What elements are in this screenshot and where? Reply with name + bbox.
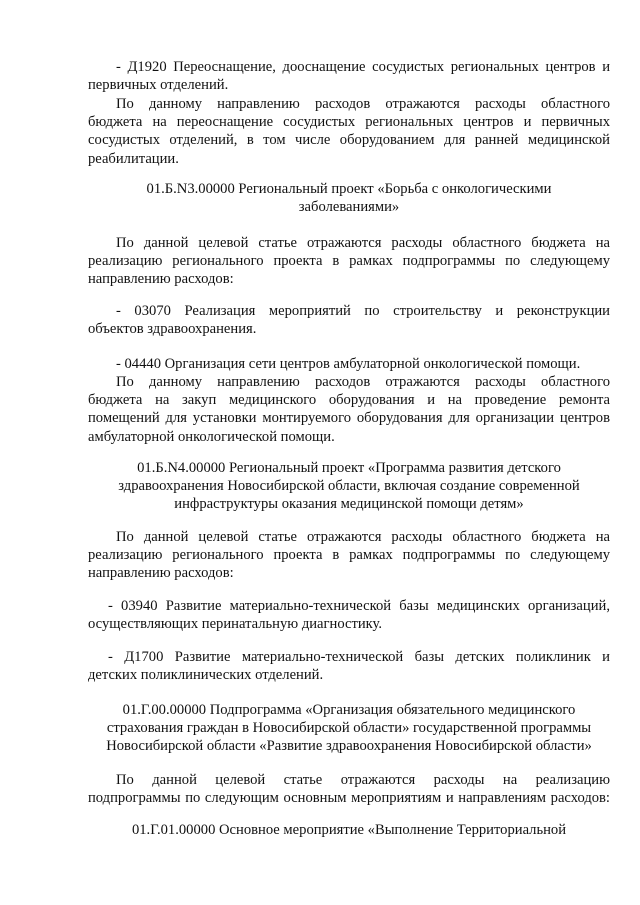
text-line: По данной целевой статье отражаются расходы областного бюджета на [116,235,610,251]
text-line: По данной целевой статье отражаются расходы областного бюджета на [116,529,610,545]
text-line: детских поликлинических отделений. [88,667,324,684]
text-line: По данному направлению расходов отражаются расходы областного [116,96,610,112]
text-line: реализацию регионального проекта в рамках подпрограммы по следующему [88,253,610,270]
text-line: осуществляющих перинатальную диагностику. [88,616,383,633]
section-heading-n3 [88,180,610,216]
heading-line: здравоохранения Новосибирской области, включая создание современной [118,478,580,495]
paragraph-n4-intro [88,528,610,583]
text-line: подпрограммы по следующим основным мероприятиям и направлениям расходов: [88,790,610,807]
paragraph-n3-intro [88,234,610,289]
text-line: амбулаторной онкологической помощи. [88,428,335,445]
paragraph-03070 [88,302,610,338]
text-line: направлению расходов: [88,271,234,288]
text-line: - 04440 Организация сети центров амбулаторной онкологической помощи. [116,356,581,372]
text-line: - Д1920 Переоснащение, дооснащение сосудистых региональных центров и [116,59,610,75]
text-line: первичных отделений. [88,77,229,94]
text-line: реабилитации. [88,150,179,167]
text-line: бюджета на переоснащение сосудистых региональных центров и первичных [88,114,610,131]
heading-line: 01.Г.00.00000 Подпрограмма «Организация обязательного медицинского [122,702,576,718]
section-heading-g00 [88,701,610,756]
text-line: помещений для установки монтируемого оборудования для организации центров [88,410,610,427]
paragraph-d1920 [88,58,610,94]
heading-line: страхования граждан в Новосибирской области» государственной программы [106,720,592,737]
section-heading-n4 [88,459,610,514]
paragraph-04440-description [88,373,610,446]
text-line: реализацию регионального проекта в рамках подпрограммы по следующему [88,547,610,564]
paragraph-g00-intro [88,771,610,807]
heading-line: 01.Г.01.00000 Основное мероприятие «Выполнение Территориальной [131,822,567,838]
text-line: направлению расходов: [88,565,234,582]
paragraph-d1920-description [88,95,610,168]
section-heading-g01 [88,821,610,839]
paragraph-03940 [88,597,610,633]
text-line: - 03070 Реализация мероприятий по строительству и реконструкции [116,303,610,319]
text-line: - Д1700 Развитие материально-технической базы детских поликлиник и [108,649,610,665]
heading-line: заболеваниями» [298,199,400,216]
text-line: объектов здравоохранения. [88,321,257,338]
text-line: По данному направлению расходов отражаются расходы областного [116,374,610,390]
paragraph-d1700 [88,648,610,684]
heading-line: Новосибирской области «Развитие здравоохранения Новосибирской области» [106,738,592,755]
text-line: - 03940 Развитие материально-технической базы медицинских организаций, [108,598,610,614]
paragraph-04440 [88,355,610,373]
heading-line: 01.Б.N3.00000 Региональный проект «Борьба с онкологическими [146,181,552,197]
heading-line: 01.Б.N4.00000 Региональный проект «Программа развития детского [137,460,561,476]
text-line: По данной целевой статье отражаются расходы на реализацию [116,772,610,788]
text-line: бюджета на закуп медицинского оборудования и на проведение ремонта [88,392,610,409]
text-line: сосудистых отделений, в том числе оборудованием для ранней медицинской [88,132,610,149]
heading-line: инфраструктуры оказания медицинской помощи детям» [174,496,524,513]
